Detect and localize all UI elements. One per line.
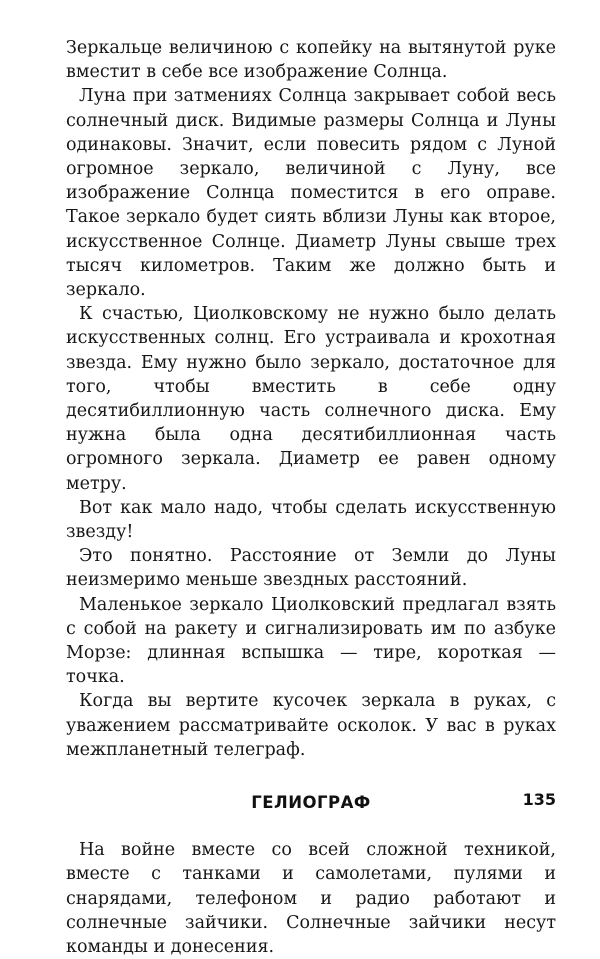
body-text — [66, 36, 556, 762]
paragraph: Это понятно. Расстояние от Земли до Луны неизмеримо меньше звездных расстояний. — [66, 546, 556, 591]
paragraph: К счастью, Циолковскому не нужно было делать искусственных солнц. Его устраивала и крохотная звезда. Ему нужно было зеркало, достаточное для того, чтобы вместить в себе одну десятибиллионную часть солнечного диска. Ему нужна была одна десятибиллионная часть огромного зеркала. Диаметр ее равен одному метру. — [66, 304, 556, 494]
paragraph: Луна при затмениях Солнца закрывает собой весь солнечный диск. Видимые размеры Солнца и Луны одинаковы. Значит, если повесить рядом с Луной огромное зеркало, величиной с Луну, все изображение Солнца поместится в его оправе. Такое зеркало будет сиять вблизи Луны как второе, искусственное Солнце. Диаметр Луны свыше трех тысяч километров. Таким же должно быть и зеркало. — [66, 86, 556, 301]
section-paragraph: На войне вместе со всей сложной техникой, вместе с танками и самолетами, пулями и снарядами, телефоном и радио работают и солнечные зайчики. Солнечные зайчики несут команды и донесения. — [66, 840, 556, 957]
page-content — [66, 36, 556, 959]
section-body-text — [66, 838, 556, 959]
paragraph: Маленькое зеркало Циолковский предлагал взять с собой на ракету и сигнализировать им по азбуке Морзе: длинная вспышка — тире, короткая — точка. — [66, 594, 556, 688]
section-heading: ГЕЛИОГРАФ — [251, 793, 371, 813]
paragraph: Зеркальце величиною с копейку на вытянутой руке вместит в себе все изображение Солнца. — [66, 38, 556, 83]
page-number: 135 — [522, 790, 556, 809]
paragraph: Вот как мало надо, чтобы сделать искусственную звезду! — [66, 497, 556, 543]
paragraph: Когда вы вертите кусочек зеркала в руках, с уважением рассматривайте осколок. У вас в руках межпланетный телеграф. — [66, 691, 556, 760]
